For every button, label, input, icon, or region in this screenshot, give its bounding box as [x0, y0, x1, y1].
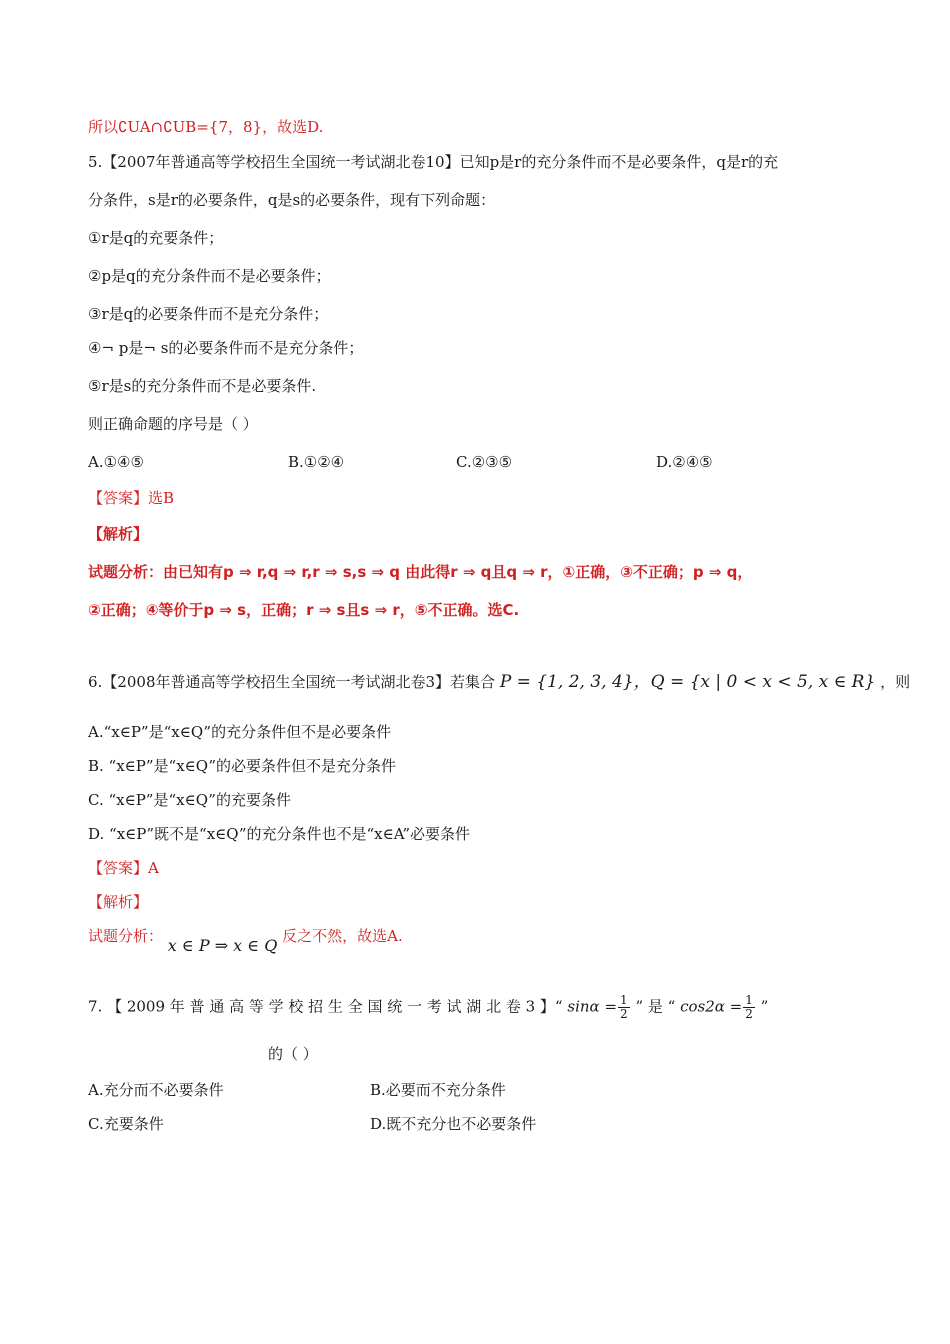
question-7-stem-text: 7. 【 2009 年 普 通 高 等 学 校 招 生 全 国 统 一 考 试 湖 北 卷 3 】“ — [88, 997, 563, 1016]
question-5-proposition-1: ①r是q的充要条件； — [88, 229, 224, 247]
question-5-proposition-5: ⑤r是s的充分条件而不是必要条件. — [88, 377, 317, 395]
question-7-option-d: D.既不充分也不必要条件 — [370, 1115, 537, 1133]
question-7-half-fraction-1: $\frac{1}{2}$ — [620, 993, 628, 1021]
question-7-option-a: A.充分而不必要条件 — [88, 1081, 224, 1099]
question-7-cos-expr: cos2α = — [680, 997, 743, 1016]
question-5-analysis-heading: 【解析】 — [88, 525, 149, 543]
question-5-solution-line-1: 试题分析：由已知有p ⇒ r,q ⇒ r,r ⇒ s,s ⇒ q 由此得r ⇒ q且q ⇒ r，①正确，③不正确；p ⇒ q， — [88, 563, 753, 581]
question-6-stem-text: 6.【2008年普通高等学校招生全国统一考试湖北卷3】若集合 — [88, 673, 496, 691]
question-5-proposition-4: ④¬ p是¬ s的必要条件而不是充分条件； — [88, 339, 364, 357]
question-6-solution-label: 试题分析： — [88, 927, 164, 945]
question-5-ask: 则正确命题的序号是（ ） — [88, 415, 258, 433]
question-5-stem-line-1: 5.【2007年普通高等学校招生全国统一考试湖北卷10】已知p是r的充分条件而不是必要条件，q是r的充 — [88, 153, 779, 171]
question-6-stem — [88, 672, 910, 692]
question-7-option-c: C.充要条件 — [88, 1115, 164, 1133]
question-5-option-a: A.①④⑤ — [88, 453, 144, 471]
question-5-option-b: B.①②④ — [288, 453, 345, 471]
question-5-solution-line-2: ②正确；④等价于p ⇒ s，正确；r ⇒ s且s ⇒ r，⑤不正确。选C. — [88, 601, 520, 619]
question-7-de: 的（ ） — [268, 1045, 318, 1063]
question-7-option-b: B.必要而不充分条件 — [370, 1081, 506, 1099]
question-6-option-d: D. “x∈P”既不是“x∈Q”的充分条件也不是“x∈A”必要条件 — [88, 825, 471, 843]
question-6-analysis-heading: 【解析】 — [88, 893, 149, 911]
question-7-sin-expr: sinα = — [567, 997, 618, 1016]
question-5-option-c: C.②③⑤ — [456, 453, 513, 471]
question-5-answer: 【答案】选B — [88, 489, 175, 507]
question-6-set-math: P = {1, 2, 3, 4}，Q = {x | 0 < x < 5, x ∈ R} — [499, 672, 876, 692]
question-6-solution-math: x ∈ P ⇒ x ∈ Q — [167, 936, 278, 955]
question-7-half-fraction-2: $\frac{1}{2}$ — [745, 993, 753, 1021]
question-5-proposition-3: ③r是q的必要条件而不是充分条件； — [88, 305, 329, 323]
question-7-stem — [88, 994, 768, 1021]
question-6-solution — [88, 926, 403, 955]
question-5-option-d: D.②④⑤ — [656, 453, 713, 471]
question-6-answer: 【答案】A — [88, 859, 159, 877]
question-6-option-b: B. “x∈P”是“x∈Q”的必要条件但不是充分条件 — [88, 757, 397, 775]
previous-answer-line: 所以∁UA∩∁UB={7，8}，故选D. — [88, 118, 324, 136]
question-6-stem-end: ，则 — [880, 673, 911, 691]
question-6-option-c: C. “x∈P”是“x∈Q”的充要条件 — [88, 791, 291, 809]
question-7-stem-end: ” — [760, 997, 769, 1016]
question-7-stem-mid: ” 是 “ — [635, 997, 676, 1016]
question-6-option-a: A.“x∈P”是“x∈Q”的充分条件但不是必要条件 — [88, 723, 392, 741]
question-5-stem-line-2: 分条件，s是r的必要条件，q是s的必要条件，现有下列命题： — [88, 191, 496, 209]
question-6-solution-text: 反之不然，故选A. — [282, 927, 403, 945]
question-5-proposition-2: ②p是q的充分条件而不是必要条件； — [88, 267, 331, 285]
